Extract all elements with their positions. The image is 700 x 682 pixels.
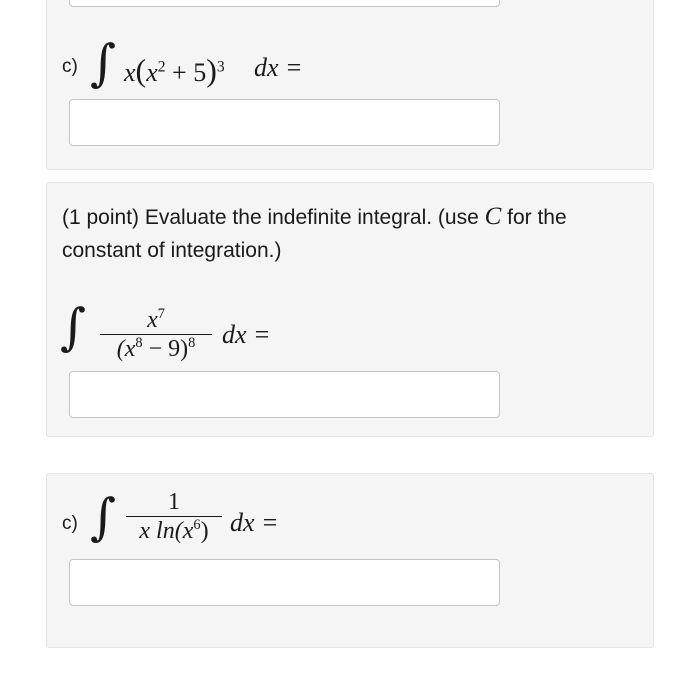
dx-equals: dx = xyxy=(222,320,271,349)
fraction-denominator: x $\ln(x^6)$ xyxy=(139,517,209,544)
problem-statement: (1 point) Evaluate the indefinite integral. (use C for the constant of integration.) xyxy=(62,203,567,262)
dx-equals: dx = xyxy=(254,53,303,82)
integrand-expression: $x(x^2 + 5)^3$ xyxy=(124,52,225,88)
part-label: c) xyxy=(62,513,78,534)
fraction-numerator: $x^7$ xyxy=(147,306,165,333)
answer-input-3[interactable] xyxy=(69,559,500,606)
dx-equals: dx = xyxy=(230,508,279,537)
integrand-fraction xyxy=(100,306,212,363)
fraction-denominator: $(x^8 - 9)^8$ xyxy=(116,335,196,362)
constant-symbol: C xyxy=(484,203,502,230)
integrand-fraction xyxy=(126,489,222,545)
integral-sign: ∫ xyxy=(90,488,117,546)
answer-input-1[interactable] xyxy=(69,99,500,146)
fraction-numerator: 1 xyxy=(168,489,180,515)
integral-sign: ∫ xyxy=(90,34,117,92)
answer-input-2[interactable] xyxy=(69,371,500,418)
integral-sign: ∫ xyxy=(60,298,87,356)
part-label: c) xyxy=(62,56,78,77)
previous-answer-input[interactable] xyxy=(69,0,500,7)
